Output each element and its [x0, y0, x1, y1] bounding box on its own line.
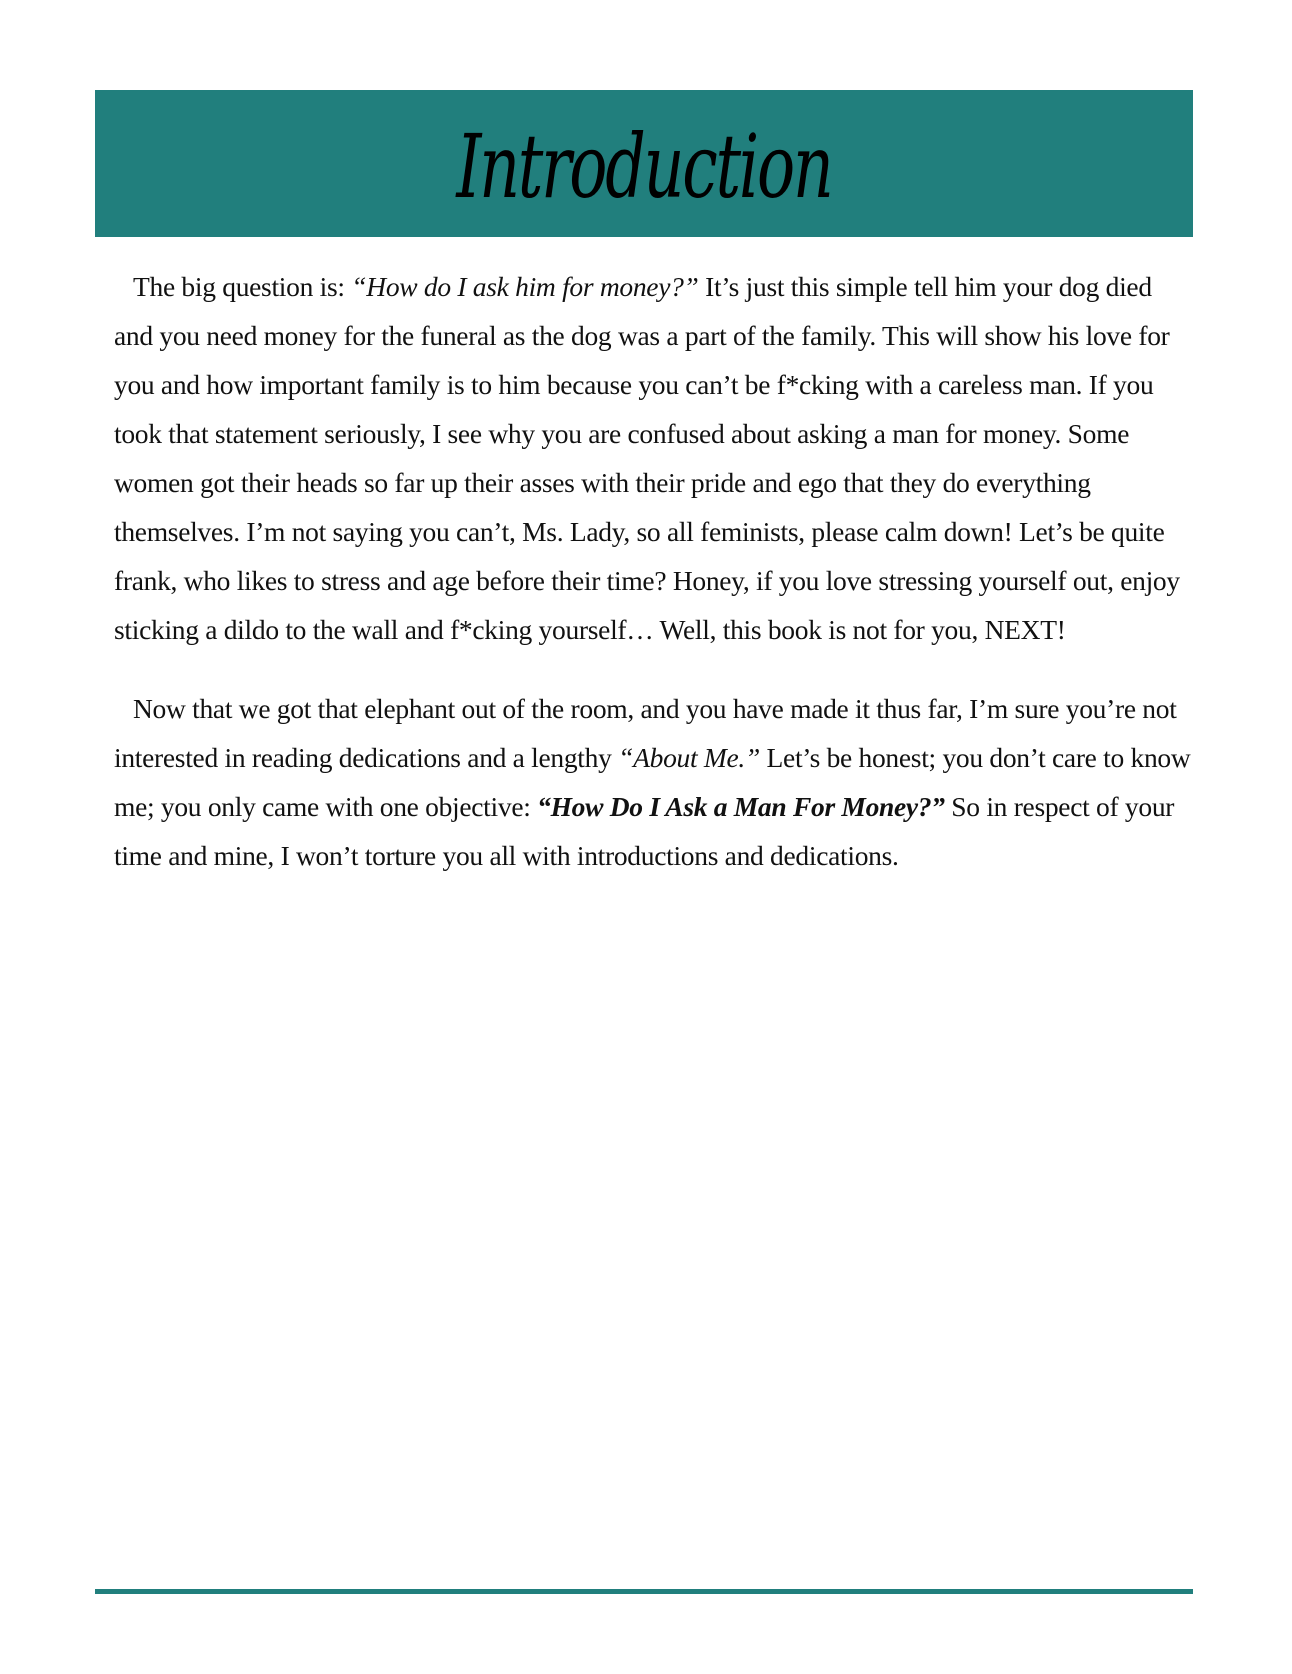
page-title: Introduction	[456, 115, 832, 218]
paragraph-2-text-b: Let’s be honest; you don’t care to know me; you only came with one objective:	[114, 742, 1191, 822]
paragraph-1-text-a: The big question is:	[133, 271, 352, 302]
quote-about-me: “About Me.”	[618, 742, 760, 773]
paragraph-1-text-b: It’s just this simple tell him your dog died and you need money for the funeral as the dog was a part of the family. This will show his love for you and how important family is to him because you can’t be f*cking with a careless man. If you took that statement seriously, I see why you are confused about asking a man for money. Some women got their heads so far up their asses with their pride and ego that they do everything themselves. I’m not saying you can’t, Ms. Lady, so all feminists, please calm down! Let’s be quite frank, who likes to stress and age before their time? Honey, if you love stressing yourself out, enjoy sticking a dildo to the wall and f*cking yourself… Well, this book is not for you, NEXT!	[114, 271, 1180, 645]
footer-divider	[95, 1589, 1193, 1594]
quote-objective: “How Do I Ask a Man For Money?”	[537, 791, 945, 822]
body-text	[114, 262, 1194, 910]
paragraph-2-text-c: So in respect of your time and mine, I won’t torture you all with introductions and dedications.	[114, 791, 1175, 871]
paragraph-1	[114, 262, 1194, 654]
paragraph-2-text-a: Now that we got that elephant out of the room, and you have made it thus far, I’m sure you’re not interested in reading dedications and a lengthy	[114, 693, 1177, 773]
title-banner	[95, 90, 1193, 237]
quote-how-do-i-ask: “How do I ask him for money?”	[351, 271, 699, 302]
paragraph-2	[114, 684, 1194, 880]
